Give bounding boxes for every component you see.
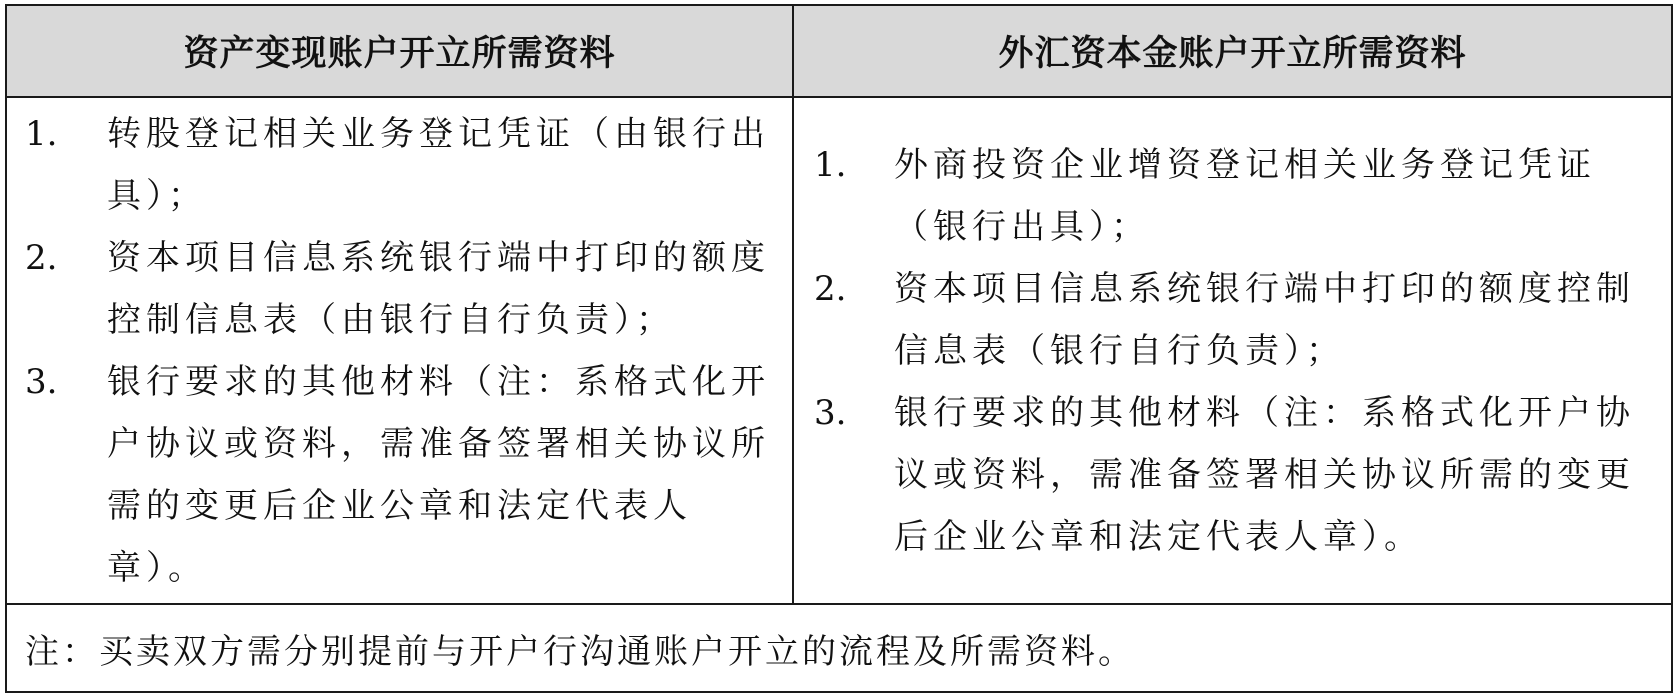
list-item <box>814 258 1653 382</box>
left-requirements-list <box>7 103 792 599</box>
requirements-table <box>5 4 1673 693</box>
body-row <box>6 97 1672 604</box>
right-cell <box>793 97 1672 604</box>
note-row <box>6 604 1672 692</box>
item-text: 银行要求的其他材料（注：系格式化开户协议或资料，需准备签署相关协议所需的变更后企业公章和法定代表人章）。 <box>107 361 770 588</box>
item-number: 3. <box>25 361 58 402</box>
header-asset-realization-account: 资产变现账户开立所需资料 <box>6 5 793 97</box>
note-cell <box>6 604 1672 692</box>
list-item <box>25 227 774 351</box>
left-cell <box>6 97 793 604</box>
item-text: 转股登记相关业务登记凭证（由银行出具）； <box>107 113 770 216</box>
header-row <box>6 5 1672 97</box>
item-number: 2. <box>814 268 847 309</box>
list-item <box>814 382 1653 568</box>
list-item <box>25 103 774 227</box>
item-text: 外商投资企业增资登记相关业务登记凭证（银行出具）； <box>894 144 1596 247</box>
item-text: 资本项目信息系统银行端中打印的额度控制信息表（银行自行负责）； <box>894 268 1635 371</box>
header-fx-capital-account: 外汇资本金账户开立所需资料 <box>793 5 1672 97</box>
right-requirements-list <box>794 134 1671 568</box>
item-text: 资本项目信息系统银行端中打印的额度控制信息表（由银行自行负责）； <box>107 237 770 340</box>
item-number: 1. <box>814 144 847 185</box>
list-item <box>814 134 1653 258</box>
item-number: 1. <box>25 113 58 154</box>
item-number: 2. <box>25 237 58 278</box>
item-text: 银行要求的其他材料（注：系格式化开户协议或资料，需准备签署相关协议所需的变更后企业公章和法定代表人章）。 <box>894 392 1635 557</box>
list-item <box>25 351 774 599</box>
footnote: 注：买卖双方需分别提前与开户行沟通账户开立的流程及所需资料。 <box>25 631 1135 672</box>
item-number: 3. <box>814 392 847 433</box>
